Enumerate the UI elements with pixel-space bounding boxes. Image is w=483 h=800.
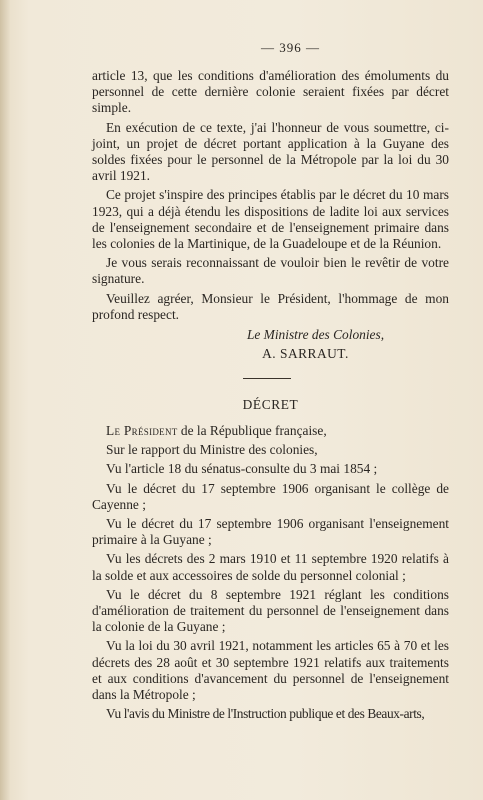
letter-body — [92, 68, 449, 362]
signature-title: Le Ministre des Colonies, — [246, 327, 385, 343]
page-spine-shadow — [0, 0, 10, 800]
decree-preamble — [92, 423, 449, 439]
letter-paragraph-4: Je vous serais reconnaissant de vouloir bien le revêtir de votre signature. — [92, 255, 449, 287]
decree-heading: DÉCRET — [242, 397, 299, 413]
president-rest: de la République française, — [177, 423, 327, 439]
letter-paragraph-5: Veuillez agréer, Monsieur le Président, l'hommage de mon profond respect. — [92, 290, 449, 322]
decree-section — [92, 397, 449, 722]
decree-item-5: Vu les décrets des 2 mars 1910 et 11 septembre 1920 relatifs à la solde et aux accessoires de solde du personnel colonial ; — [92, 551, 449, 583]
decree-item-6: Vu le décret du 8 septembre 1921 réglant les conditions d'amélioration de traitement du personnel de l'enseignement dans la colonie de la Guyane ; — [92, 586, 449, 635]
letter-paragraph-2: En exécution de ce texte, j'ai l'honneur de vous soumettre, ci-joint, un projet de décret portant application à la Guyane des soldes fixées pour le personnel de la Métropole par la loi du 30 avril 1921. — [92, 119, 449, 184]
president-label: Le Président — [106, 423, 178, 439]
section-divider — [243, 378, 291, 379]
signature-name: A. SARRAUT. — [262, 346, 349, 362]
letter-paragraph-1: article 13, que les conditions d'amélioration des émoluments du personnel de cette dernière colonie seraient fixées par décret simple. — [92, 68, 449, 116]
decree-item-7: Vu la loi du 30 avril 1921, notamment les articles 65 à 70 et les décrets des 28 août et 30 septembre 1921 relatifs aux traitements et aux conditions d'avancement du personnel de l'enseignement dans la Métropole ; — [92, 638, 449, 703]
letter-paragraph-3: Ce projet s'inspire des principes établis par le décret du 10 mars 1923, qui a déjà étendu les dispositions de ladite loi aux services de l'enseignement secondaire et de l'enseignement primaire dans les colonies de la Martinique, de la Guadeloupe et de la Réunion. — [92, 187, 449, 252]
decree-item-3: Vu le décret du 17 septembre 1906 organisant le collège de Cayenne ; — [92, 480, 449, 512]
page-number: — 396 — — [261, 40, 320, 55]
decree-item-1: Sur le rapport du Ministre des colonies, — [106, 442, 318, 458]
decree-item-4: Vu le décret du 17 septembre 1906 organisant l'enseignement primaire à la Guyane ; — [92, 516, 449, 548]
page-header — [112, 40, 449, 56]
decree-item-2: Vu l'article 18 du sénatus-consulte du 3 mai 1854 ; — [106, 461, 378, 477]
decree-item-8: Vu l'avis du Ministre de l'Instruction publique et des Beaux-arts, — [106, 706, 425, 722]
